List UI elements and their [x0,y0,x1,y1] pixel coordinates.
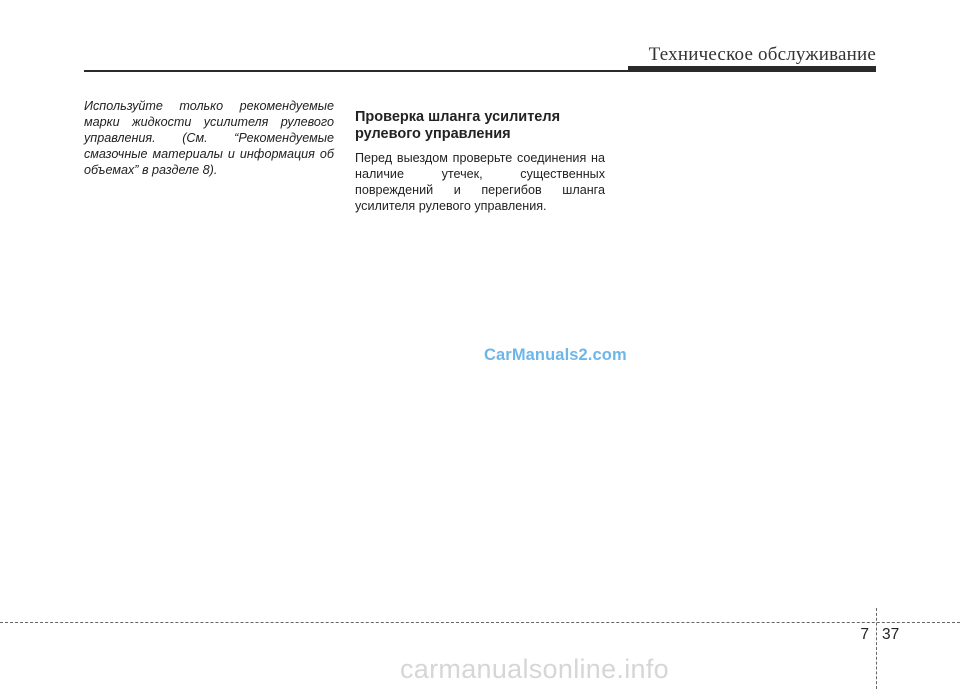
footer-page-divider [876,608,877,689]
footer-watermark: carmanualsonline.info [400,654,669,684]
page-header-title: Техническое обслуживание [648,44,876,65]
footer-dashed-line [0,622,960,623]
section-body: Перед выездом проверьте соединения на наличие утечек, существенных повреждений и перегибов шланга усилителя рулевого управления. [355,151,605,213]
section-heading: Проверка шланга усилителя рулевого управления [355,109,561,142]
page-number: 37 [882,626,900,643]
hose-check-section [355,109,605,214]
watermark-link[interactable]: CarManuals2.com [484,346,627,364]
chapter-number: 7 [860,626,869,643]
fluid-note: Используйте только рекомендуемые марки жидкости усилителя рулевого управления. (См. “Рекомендуемые смазочные материалы и информация об объемах” в разделе 8). [84,99,334,177]
header-rule-accent [628,66,876,72]
